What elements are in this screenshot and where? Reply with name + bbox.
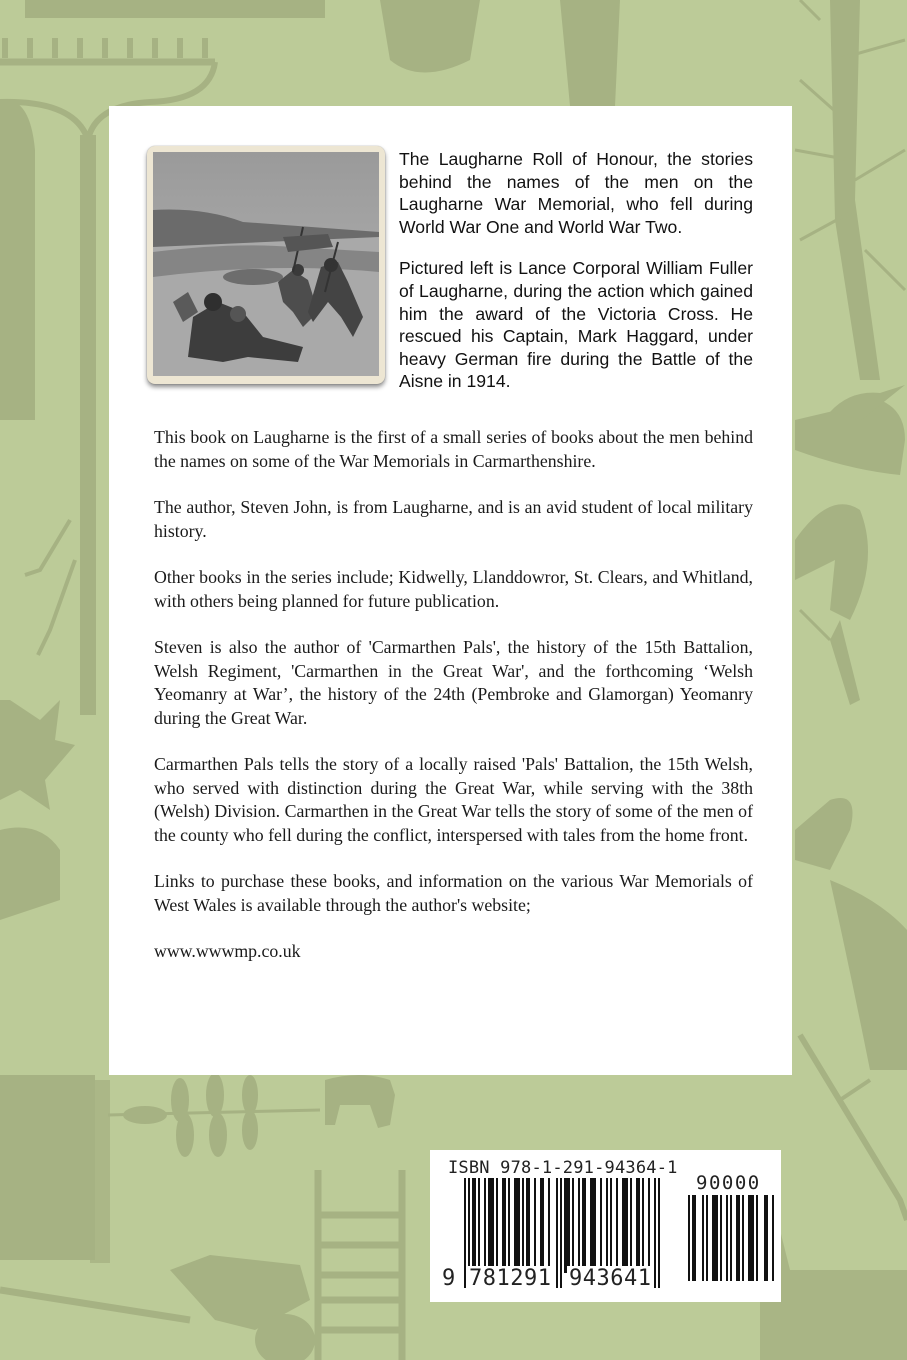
battle-illustration: [153, 152, 379, 376]
body-paragraph: Carmarthen Pals tells the story of a locally raised 'Pals' Battalion, the 15th Welsh, who served with distinction during the Great War, while serving with the 38th (Welsh) Division. Carmarthen in the Great War tells the story of some of the men of the county who fell during the conflict, interspersed with tales from the home front.: [154, 754, 753, 845]
body-paragraph: Other books in the series include; Kidwelly, Llanddowror, St. Clears, and Whitland, with others being planned for future publication.: [154, 567, 753, 611]
ean-right-group: 943641: [569, 1266, 652, 1291]
price-code: 90000: [696, 1172, 761, 1194]
isbn-label: ISBN 978-1-291-94364-1: [448, 1158, 678, 1178]
back-cover-panel: [109, 106, 792, 1075]
battle-scene-image: [153, 152, 379, 376]
isbn-barcode: [430, 1150, 781, 1302]
ean-left-group: 781291: [469, 1266, 552, 1291]
body-paragraph: Links to purchase these books, and information on the various War Memorials of West Wales is available through the author's website;: [154, 871, 753, 915]
intro-paragraph: Pictured left is Lance Corporal William Fuller of Laugharne, during the action which gained him the award of the Victoria Cross. He rescued his Captain, Mark Haggard, under heavy German fire during the Battle of the Aisne in 1914.: [399, 258, 753, 392]
author-website: www.wwwmp.co.uk: [154, 941, 301, 961]
intro-paragraph: The Laugharne Roll of Honour, the stories behind the names of the men on the Laugharne War Memorial, who fell during World War One and World War Two.: [399, 149, 753, 237]
ean-first-digit: 9: [442, 1266, 456, 1291]
body-paragraph: Steven is also the author of 'Carmarthen Pals', the history of the 15th Battalion, Welsh Regiment, 'Carmarthen in the Great War', and the forthcoming ‘Welsh Yeomanry at War’, the history of the 24th (Pembroke and Glamorgan) Yeomanry during the Great War.: [154, 637, 753, 728]
body-paragraph: This book on Laugharne is the first of a small series of books about the men behind the names on some of the War Memorials in Carmarthenshire.: [154, 427, 753, 471]
body-paragraph: The author, Steven John, is from Laugharne, and is an avid student of local military history.: [154, 497, 753, 541]
intro-text: [399, 148, 753, 412]
description-text: [154, 426, 753, 987]
price-addon-bars: [688, 1195, 783, 1281]
photo-frame: [147, 146, 385, 384]
